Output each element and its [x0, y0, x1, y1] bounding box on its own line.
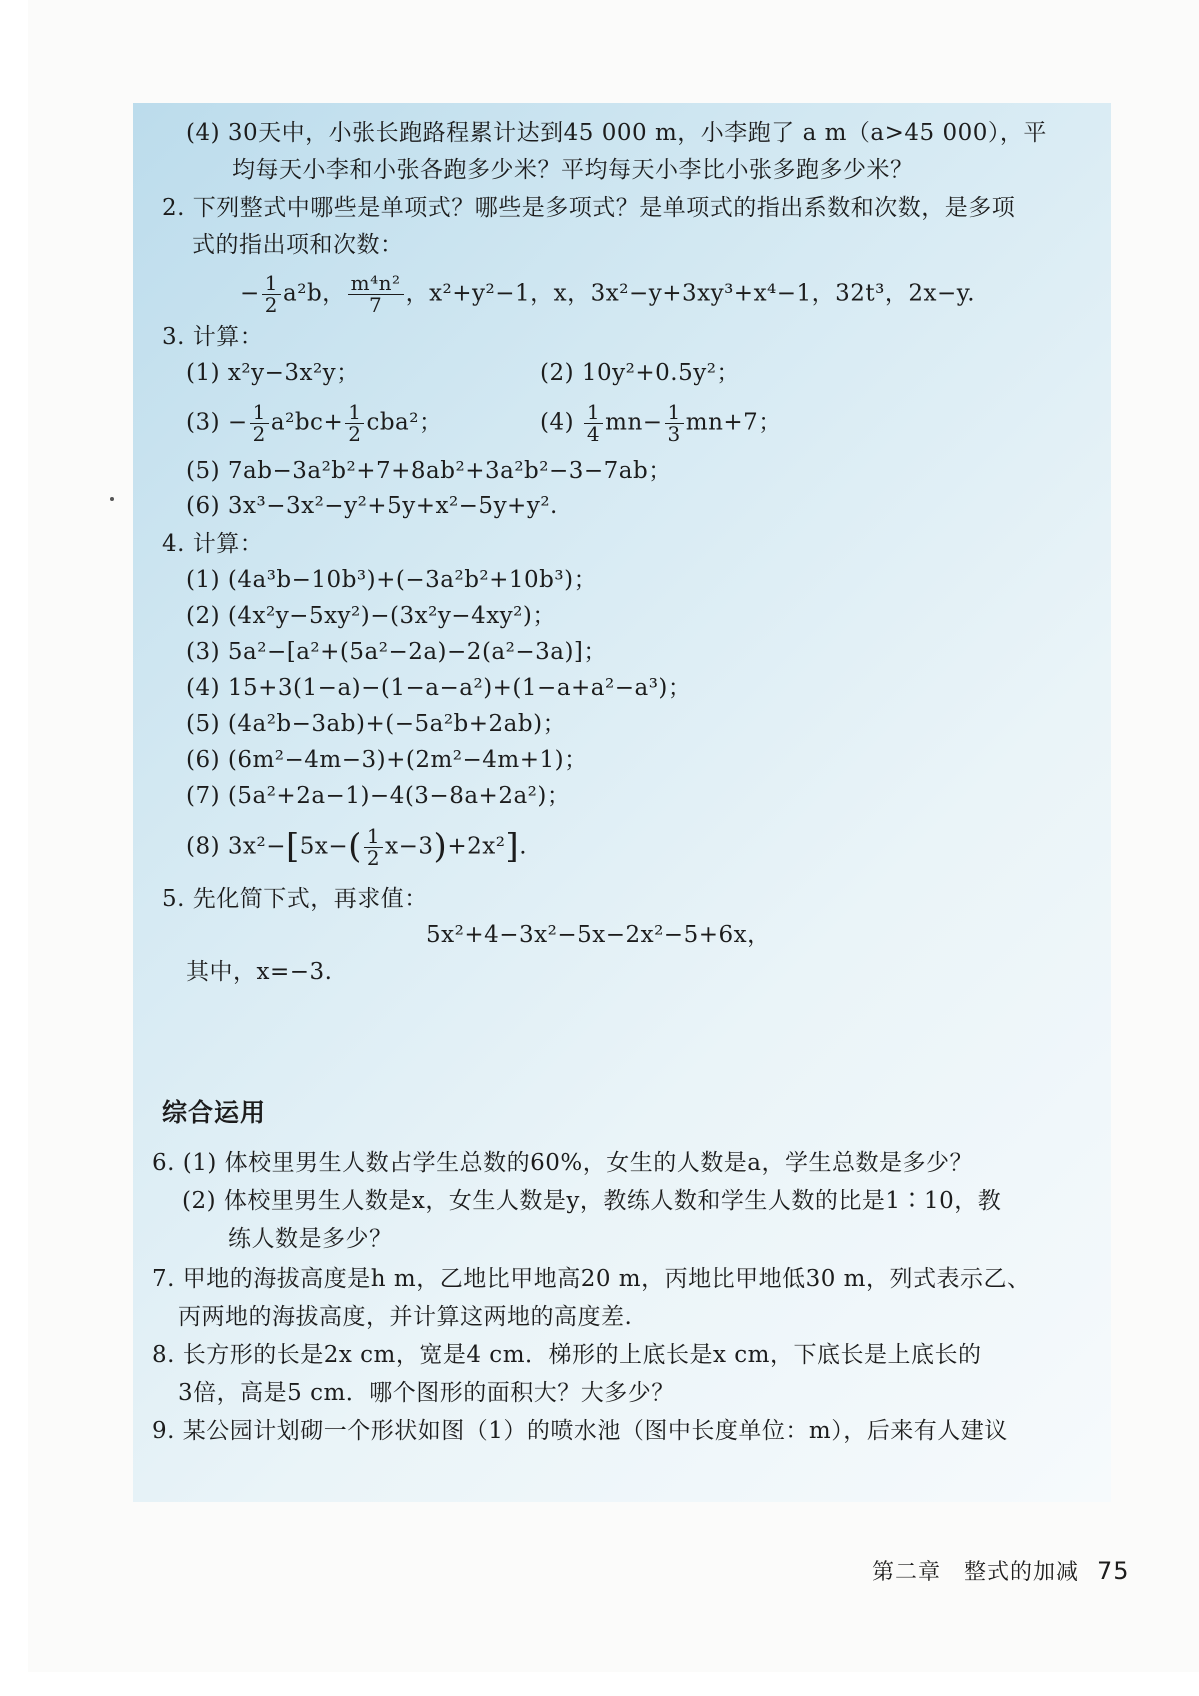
fraction-third: $\frac{1}{3}$: [665, 402, 684, 445]
q4-1: (1) (4a³b−10b³)+(−3a²b²+10b³)；: [186, 567, 598, 593]
q3-title: 3. 计算：: [162, 324, 264, 350]
q8-line1: 8. 长方形的长是2x cm，宽是4 cm．梯形的上底长是x cm，下底长是上底长的: [152, 1342, 982, 1368]
q4-4: (4) 15+3(1−a)−(1−a−a²)+(1−a+a²−a³)；: [186, 675, 692, 701]
q3-2: (2) 10y²+0.5y²；: [540, 360, 740, 386]
page-footer: [872, 1555, 1130, 1586]
q4-title: 4. 计算：: [162, 531, 264, 557]
q4-6: (6) (6m²−4m−3)+(2m²−4m+1)；: [186, 747, 588, 773]
fraction-half: $\frac{1}{2}$: [262, 273, 281, 316]
q4-7: (7) (5a²+2a−1)−4(3−8a+2a²)；: [186, 783, 571, 809]
q2-line2: 式的指出项和次数：: [192, 232, 404, 258]
q3-6: (6) 3x³−3x²−y²+5y+x²−5y+y².: [186, 493, 558, 519]
fraction-half: $\frac{1}{2}$: [250, 402, 269, 445]
q5-title: 5. 先化简下式，再求值：: [162, 886, 428, 912]
minus-sign: −: [240, 280, 260, 307]
q6-1: 6. (1) 体校里男生人数占学生总数的60%，女生的人数是a，学生总数是多少？: [152, 1150, 973, 1176]
q7-line1: 7. 甲地的海拔高度是h m，乙地比甲地高20 m，丙地比甲地低30 m，列式表示乙、: [152, 1266, 1031, 1292]
q3-5: (5) 7ab−3a²b²+7+8ab²+3a²b²−3−7ab；: [186, 458, 672, 484]
fraction-half: $\frac{1}{2}$: [345, 402, 364, 445]
q6-2-line2: 练人数是多少？: [228, 1226, 393, 1252]
fraction-m4n2-over-7: $\frac{\text{m⁴n²}}{7}$: [348, 273, 404, 316]
q4-3: (3) 5a²−[a²+(5a²−2a)−2(a²−3a)]；: [186, 639, 607, 665]
q1-4-line1: (4) 30天中，小张长跑路程累计达到45 000 m，小李跑了 a m（a>45 000），平: [186, 120, 1047, 146]
q6-2-line1: (2) 体校里男生人数是x，女生人数是y，教练人数和学生人数的比是1∶10，教: [182, 1188, 1002, 1214]
chapter-title: 第二章 整式的加减: [872, 1560, 1080, 1585]
q2-expression-rest: ，x²+y²−1，x，3x²−y+3xy³+x⁴−1，32t³，2x−y.: [405, 280, 976, 307]
q9-line1: 9. 某公园计划砌一个形状如图（1）的喷水池（图中长度单位：m），后来有人建议: [152, 1418, 1008, 1444]
q5-expression: 5x²+4−3x²−5x−2x²−5+6x，: [426, 922, 771, 948]
fraction-half: $\frac{1}{2}$: [364, 826, 383, 869]
term-a2b: a²b，: [283, 280, 346, 307]
q5-where: 其中，x=−3.: [186, 959, 333, 985]
q3-1: (1) x²y−3x²y；: [186, 360, 360, 386]
q4-8: (8) 3x²−[5x−( $\frac{1}{2}$ x−3)+2x²].: [186, 824, 527, 870]
scan-speck: [110, 497, 114, 501]
q4-2: (2) (4x²y−5xy²)−(3x²y−4xy²)；: [186, 603, 556, 629]
q2-expression: [240, 273, 975, 316]
q8-line2: 3倍，高是5 cm．哪个图形的面积大？大多少？: [178, 1380, 675, 1406]
fraction-quarter: $\frac{1}{4}$: [584, 402, 603, 445]
page-number: 75: [1097, 1557, 1130, 1585]
q7-line2: 丙两地的海拔高度，并计算这两地的高度差.: [178, 1304, 633, 1330]
q4-5: (5) (4a²b−3ab)+(−5a²b+2ab)；: [186, 711, 567, 737]
q3-4: (4) $\frac{1}{4}$ mn− $\frac{1}{3}$ mn+7；: [540, 400, 782, 446]
q2-line1: 2. 下列整式中哪些是单项式？哪些是多项式？是单项式的指出系数和次数，是多项: [162, 195, 1016, 221]
section-heading: 综合运用: [162, 1098, 267, 1127]
q1-4-line2: 均每天小李和小张各跑多少米？平均每天小李比小张多跑多少米？: [232, 157, 914, 183]
q3-3: (3) − $\frac{1}{2}$ a²bc+ $\frac{1}{2}$ cba²；: [186, 400, 443, 446]
